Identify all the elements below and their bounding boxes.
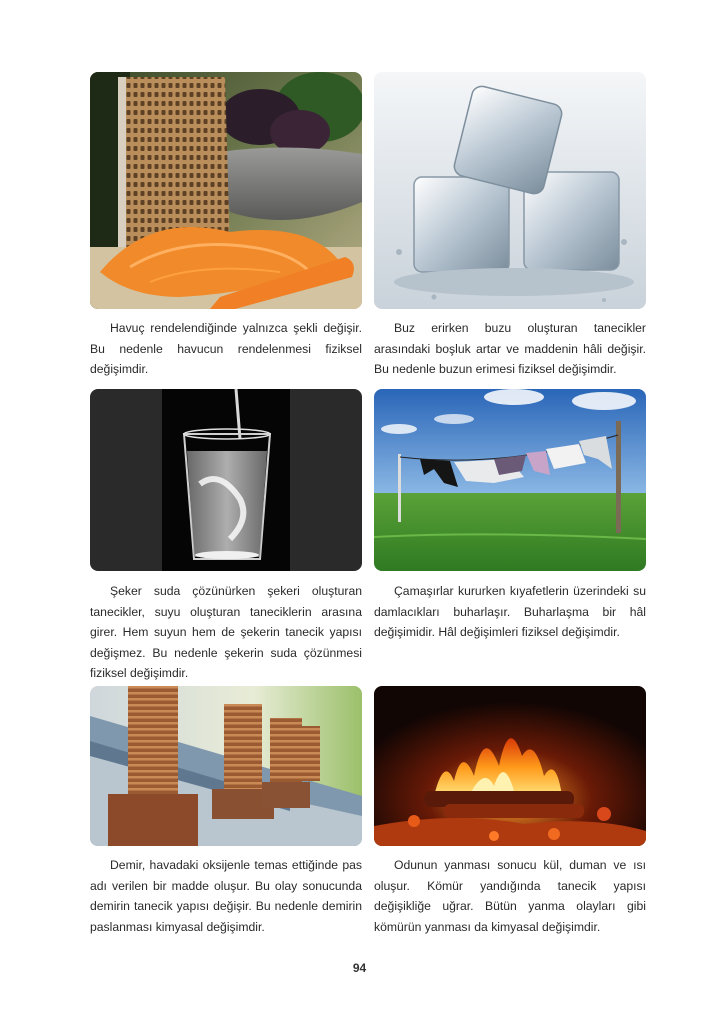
sugar-caption: Şeker suda çözünürken şekeri oluşturan tanecikler, suyu oluşturan taneciklerin arasına girer. Hem suyun hem de şekerin tanecik yapısı değişmez. Bu nedenle şekerin suda çözünmesi fiziksel değişimdir.	[90, 584, 362, 680]
laundry-caption: Çamaşırlar kururken kıyafetlerin üzerindeki su damlacıkları buharlaşır. Buharlaşma bir hâl değişimidir. Hâl değişimleri fiziksel değişimdir.	[374, 584, 646, 639]
ice-cubes-photo	[374, 72, 646, 309]
page-number: 94	[352, 961, 367, 975]
carrot-grater-photo	[90, 72, 362, 309]
burning-fire-photo	[374, 686, 646, 846]
rusty-bolts-photo	[90, 686, 362, 846]
ice-caption: Buz erirken buzu oluşturan tanecikler arasındaki boşluk artar ve maddenin hâli değişir. Bu nedenle buzun erimesi fiziksel değişimdir.	[374, 321, 646, 376]
laundry-line-photo	[374, 389, 646, 571]
fire-caption: Odunun yanması sonucu kül, duman ve ısı oluşur. Kömür yandığında tanecik yapısı değişikliğe uğrar. Bütün yanma olayları gibi kömürün yanması da kimyasal değişimdir.	[374, 858, 646, 934]
carrot-caption: Havuç rendelendiğinde yalnızca şekli değişir. Bu nedenle havucun rendelenmesi fiziksel değişimdir.	[90, 321, 362, 376]
rust-caption: Demir, havadaki oksijenle temas ettiğinde pas adı verilen bir madde oluşur. Bu olay sonucunda demirin tanecik yapısı değişir. Bu nedenle demirin paslanması kimyasal değişimdir.	[90, 858, 362, 934]
sugar-water-glass-photo	[90, 389, 362, 571]
